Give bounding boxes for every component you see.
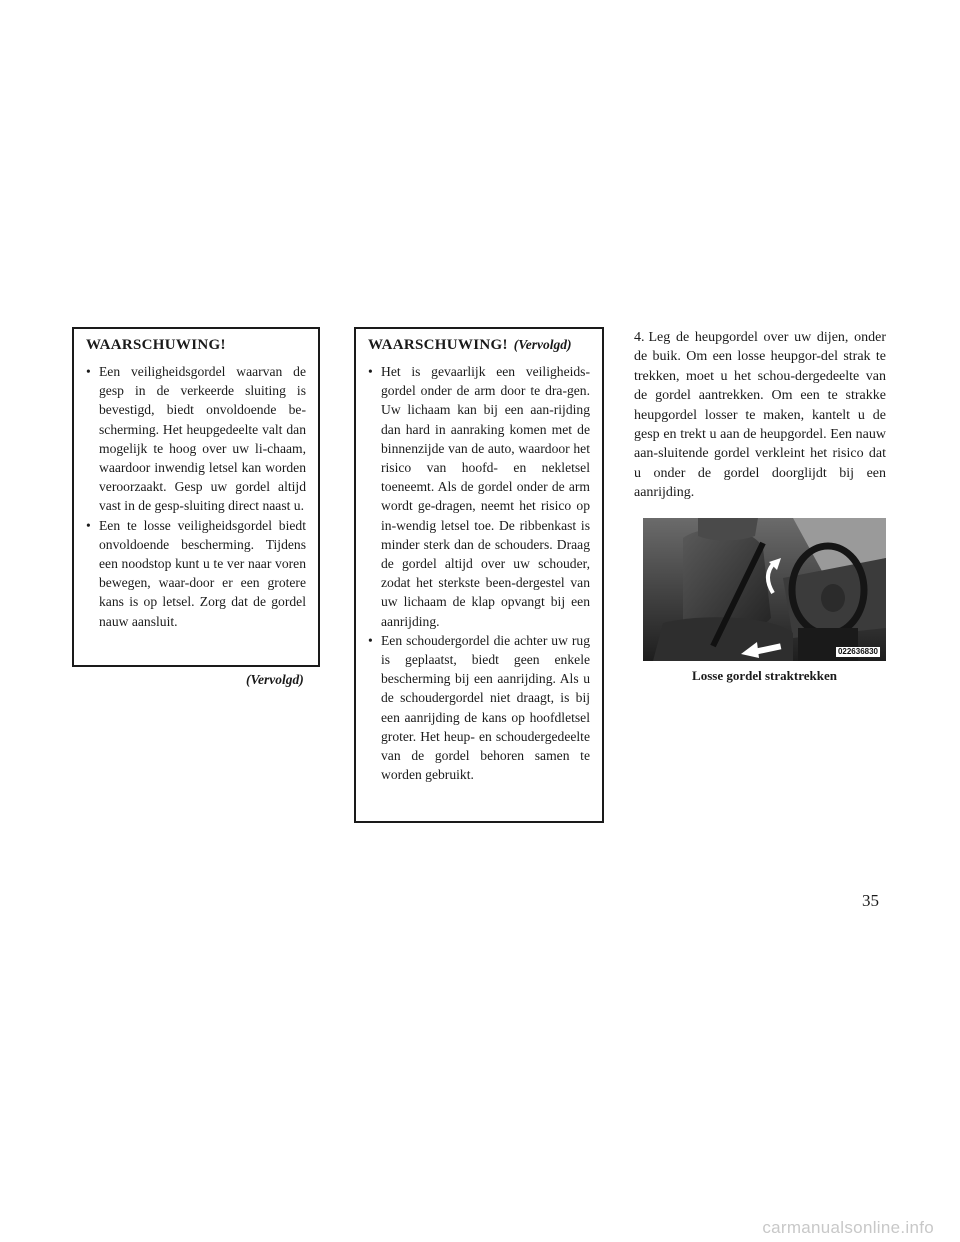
warning-title xyxy=(86,337,306,354)
figure-car-interior-photo xyxy=(643,518,886,661)
warning-item xyxy=(368,362,590,631)
warning-list xyxy=(86,362,306,631)
step-text xyxy=(634,328,886,503)
warning-item xyxy=(86,516,306,631)
figure-caption: Losse gordel straktrekken xyxy=(692,668,837,683)
headrest xyxy=(698,518,758,541)
continued-note: (Vervolgd) xyxy=(246,672,304,687)
warning-box-belt-position xyxy=(354,327,604,823)
bullet-icon: • xyxy=(368,364,373,379)
warning-item-text: Een schoudergordel die achter uw rug is geplaatst, biedt geen enkele bescherming bij een aanrijding. Als u de schoudergordel niet draagt, is bij een aanrijding de kans op hoofdletsel groter. Het heup- en schoudergedeelte van de gordel behoren samen te worden gebruikt. xyxy=(381,632,590,783)
warning-title-continued: (Vervolgd) xyxy=(513,337,572,352)
figure-id-label: 022636830 xyxy=(837,647,878,656)
warning-title xyxy=(368,337,590,354)
warning-title-text: WAARSCHUWING! xyxy=(368,337,508,353)
bullet-icon: • xyxy=(86,517,91,533)
warning-item xyxy=(86,362,306,516)
car-interior-illustration xyxy=(643,518,886,661)
steering-hub xyxy=(821,584,845,612)
warning-box-seat-belt-buckle xyxy=(72,327,320,667)
warning-item-text: Het is gevaarlijk een veiligheids-gordel onder de arm door te dra-gen. Uw lichaam kan bij een aan-rijding dan hard in aanraking komen met de binnenzijde van de auto, waardoor het risico van hoofd- en nekletsel toeneemt. Als de gordel onder de arm wordt ge-dragen, neemt het risico op in-wendig letsel toe. De ribbenkast is minder sterk dan de schouders. Draag de gordel altijd over uw schouder, zodat het sterkste been-dergestel van uw lichaam de klap opvangt bij een aanrijding. xyxy=(381,364,590,629)
warning-item xyxy=(368,631,590,785)
page-number: 35 xyxy=(862,891,879,910)
step-number: 4. xyxy=(634,330,645,345)
warning-list xyxy=(368,362,590,784)
step-body: Leg de heupgordel over uw dijen, onder de buik. Om een losse heupgor-del strak te trekken, moet u het schou-dergedeelte van de gordel aantrekken. Om een te strakke heupgordel losser te maken, kantelt u de gesp en trekt u aan de heupgordel. Een nauw aan-sluitende gordel verkleint het risico dat u onder de gordel doorglijdt bij een aanrijding. xyxy=(634,330,886,501)
step-paragraph xyxy=(634,328,886,503)
warning-title-text: WAARSCHUWING! xyxy=(86,337,226,353)
bullet-icon: • xyxy=(368,632,373,648)
warning-item-text: Een te losse veiligheidsgordel biedt onvoldoende bescherming. Tijdens een noodstop kunt u te ver naar voren bewegen, waar-door er een grotere kans is op letsel. Zorg dat de gordel nauw aansluit. xyxy=(99,517,306,629)
warning-item-text: Een veiligheidsgordel waarvan de gesp in de verkeerde sluiting is bevestigd, biedt onvoldoende be-scherming. Het heupgedeelte valt dan mogelijk te hoog over uw li-chaam, waardoor inwendig letsel kan worden veroorzaakt. Gesp uw gordel altijd vast in de gesp-sluiting direct naast u. xyxy=(99,364,306,514)
bullet-icon: • xyxy=(86,364,91,379)
watermark: carmanualsonline.info xyxy=(762,1218,934,1237)
